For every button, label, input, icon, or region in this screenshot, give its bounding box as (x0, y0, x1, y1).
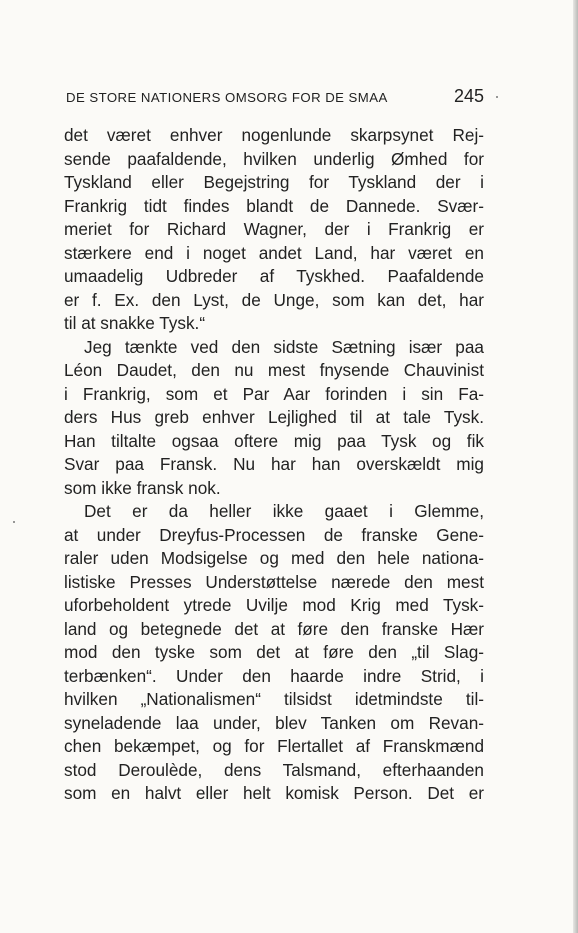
text-line: som en halvt eller helt komisk Person. Det er (64, 783, 484, 803)
text-line: Han tiltalte ogsaa oftere mig paa Tysk og fik (64, 430, 484, 451)
text-line: raler uden Modsigelse og med den hele nationa- (64, 548, 484, 568)
text-line: meriet for Richard Wagner, der i Frankrig er (64, 219, 484, 239)
page-header (66, 86, 484, 110)
text-line: er f. Ex. den Lyst, de Unge, som kan det, har (64, 289, 484, 310)
text-line: hvilken „Nationalismen“ tilsidst idetmindste til- (64, 689, 484, 709)
paper-speck (496, 96, 498, 98)
text-line: Léon Daudet, den nu mest fnysende Chauvinist (64, 360, 484, 380)
text-line: uforbeholdent ytrede Uvilje mod Krig med Tysk- (64, 595, 484, 615)
text-line: stærkere end i noget andet Land, har været en (64, 242, 484, 263)
text-line: til at snakke Tysk.“ (64, 313, 206, 333)
text-line: som ikke fransk nok. (64, 477, 221, 498)
running-title: DE STORE NATIONERS OMSORG FOR DE SMAA (66, 90, 388, 105)
text-line: stod Deroulède, dens Talsmand, efterhaanden (64, 759, 484, 780)
text-line: listiske Presses Understøttelse nærede den mest (64, 571, 484, 592)
text-line: at under Dreyfus-Processen de franske Gene- (64, 524, 484, 545)
text-line: mod den tyske som det at føre den „til Slag- (64, 642, 484, 662)
page-edge-shadow (573, 0, 578, 933)
text-line: i Frankrig, som et Par Aar forinden i sin Fa- (64, 383, 484, 404)
text-line: Tyskland eller Begejstring for Tyskland der i (64, 172, 484, 192)
paper-speck (13, 521, 15, 523)
text-line: Det er da heller ikke gaaet i Glemme, (84, 501, 484, 521)
text-line: terbænken“. Under den haarde indre Strid, i (64, 665, 484, 686)
body-text (64, 124, 484, 806)
text-line: ders Hus greb enhver Lejlighed til at tale Tysk. (64, 407, 484, 427)
text-line: Jeg tænkte ved den sidste Sætning især paa (84, 336, 484, 357)
text-line: Svar paa Fransk. Nu har han overskældt mig (64, 454, 484, 474)
text-line: Frankrig tidt findes blandt de Dannede. Svær- (64, 195, 484, 216)
text-line: umaadelig Udbreder af Tyskhed. Paafaldende (64, 266, 484, 286)
text-line: chen bekæmpet, og for Flertallet af Franskmænd (64, 736, 484, 756)
page-number: 245 (453, 86, 484, 106)
text-line: det været enhver nogenlunde skarpsynet Rej- (64, 125, 484, 145)
text-line: land og betegnede det at føre den franske Hær (64, 618, 484, 639)
text-line: syneladende laa under, blev Tanken om Revan- (64, 712, 484, 733)
text-line: sende paafaldende, hvilken underlig Ømhed for (64, 148, 484, 169)
